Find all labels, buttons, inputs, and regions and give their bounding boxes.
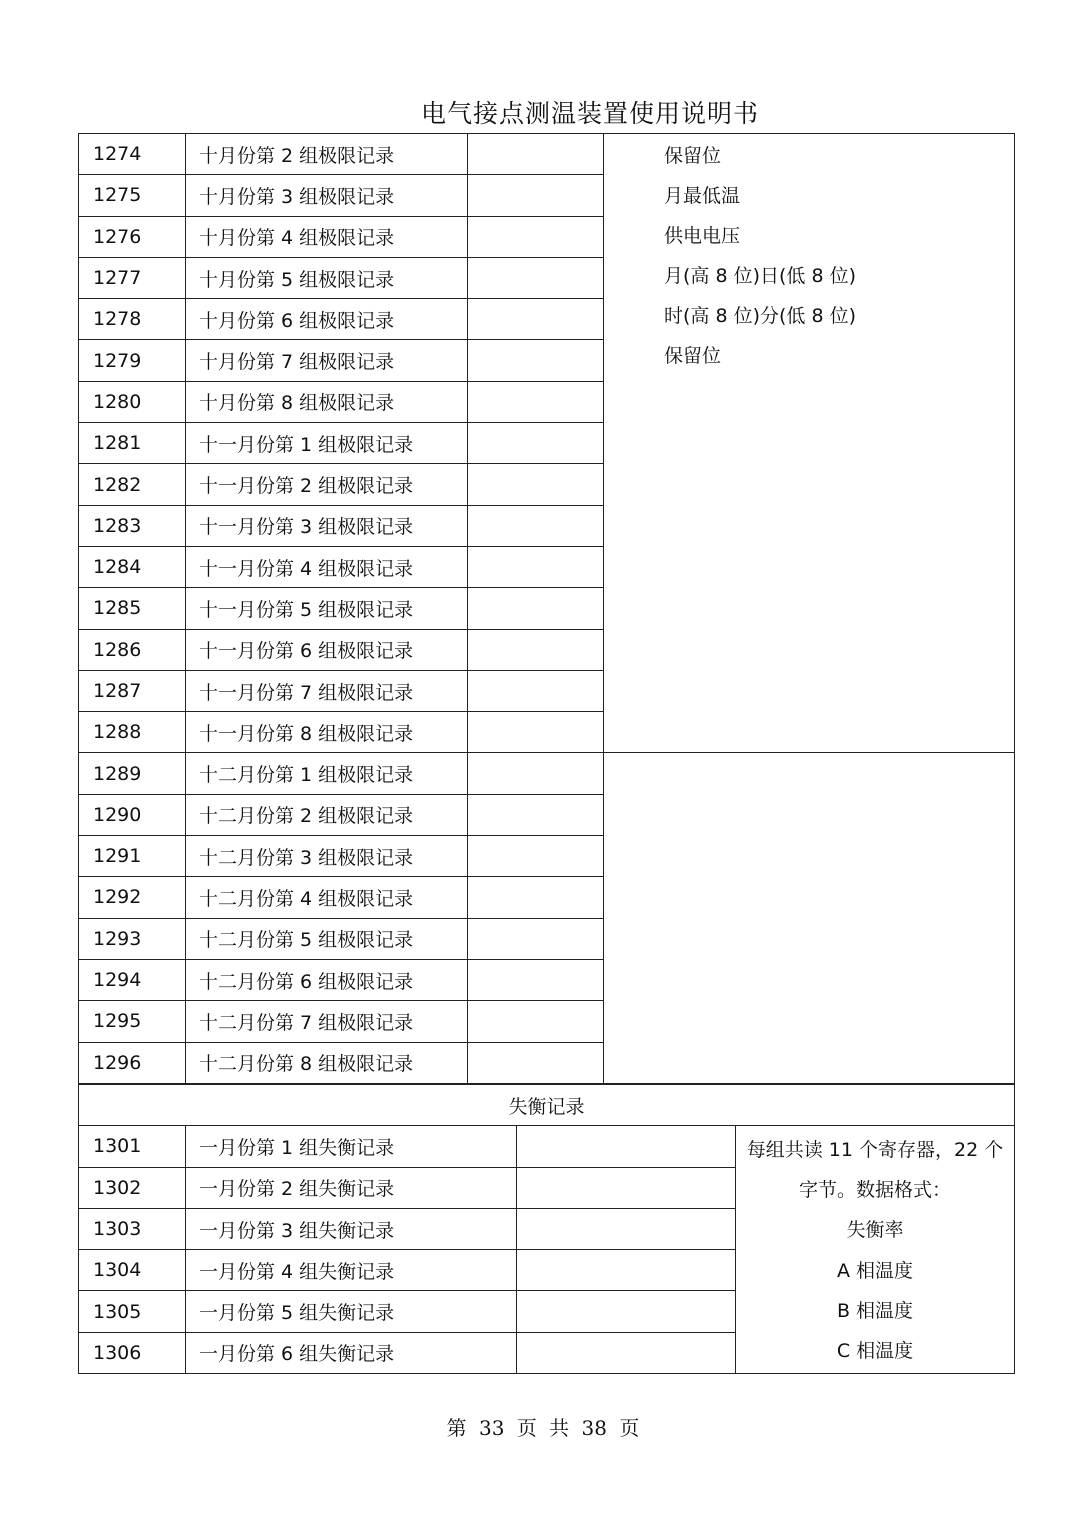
register-address: 1304	[79, 1250, 186, 1291]
empty-cell	[468, 959, 604, 1000]
register-name: 十月份第 7 组极限记录	[186, 340, 468, 381]
register-name: 一月份第 4 组失衡记录	[186, 1250, 517, 1291]
register-address: 1275	[79, 175, 186, 216]
empty-cell	[517, 1291, 736, 1332]
register-address: 1277	[79, 257, 186, 298]
section-title: 失衡记录	[79, 1085, 1015, 1126]
empty-cell	[468, 836, 604, 877]
empty-cell	[468, 712, 604, 753]
register-name: 十二月份第 8 组极限记录	[186, 1042, 468, 1083]
empty-cell	[468, 670, 604, 711]
empty-cell	[468, 340, 604, 381]
empty-cell	[468, 299, 604, 340]
register-address: 1294	[79, 959, 186, 1000]
register-address: 1278	[79, 299, 186, 340]
empty-cell	[517, 1208, 736, 1249]
register-name: 十月份第 2 组极限记录	[186, 134, 468, 175]
register-name: 一月份第 5 组失衡记录	[186, 1291, 517, 1332]
empty-cell	[468, 1001, 604, 1042]
empty-cell	[468, 629, 604, 670]
limit-record-table	[78, 133, 1015, 1084]
format-line: 字节。数据格式：	[799, 1179, 952, 1202]
empty-cell	[468, 546, 604, 587]
register-address: 1288	[79, 712, 186, 753]
register-name: 十二月份第 5 组极限记录	[186, 918, 468, 959]
format-line: 失衡率	[846, 1219, 904, 1242]
empty-cell	[517, 1332, 736, 1373]
register-name: 十一月份第 6 组极限记录	[186, 629, 468, 670]
imbalance-record-table	[78, 1084, 1015, 1374]
register-address: 1301	[79, 1126, 186, 1167]
register-address: 1281	[79, 423, 186, 464]
register-address: 1283	[79, 505, 186, 546]
register-name: 十一月份第 8 组极限记录	[186, 712, 468, 753]
format-line: C 相温度	[836, 1339, 914, 1362]
empty-cell	[468, 1042, 604, 1083]
register-address: 1287	[79, 670, 186, 711]
register-address: 1290	[79, 794, 186, 835]
format-line: A 相温度	[836, 1259, 914, 1282]
register-name: 十月份第 8 组极限记录	[186, 381, 468, 422]
document-title: 电气接点测温装置使用说明书	[420, 99, 759, 128]
empty-cell	[517, 1250, 736, 1291]
empty-cell	[468, 257, 604, 298]
register-name: 十月份第 4 组极限记录	[186, 216, 468, 257]
register-name: 十二月份第 3 组极限记录	[186, 836, 468, 877]
register-address: 1293	[79, 918, 186, 959]
register-address: 1296	[79, 1042, 186, 1083]
table-row	[79, 753, 1015, 794]
empty-cell	[468, 175, 604, 216]
register-name: 十月份第 6 组极限记录	[186, 299, 468, 340]
register-name: 十月份第 5 组极限记录	[186, 257, 468, 298]
register-address: 1303	[79, 1208, 186, 1249]
register-address: 1289	[79, 753, 186, 794]
empty-cell	[468, 794, 604, 835]
register-name: 十二月份第 4 组极限记录	[186, 877, 468, 918]
empty-cell	[468, 216, 604, 257]
empty-cell	[517, 1126, 736, 1167]
section-header-row	[79, 1085, 1015, 1126]
empty-cell	[468, 505, 604, 546]
register-name: 十一月份第 2 组极限记录	[186, 464, 468, 505]
format-line: 保留位	[664, 345, 722, 368]
register-address: 1292	[79, 877, 186, 918]
empty-cell	[517, 1167, 736, 1208]
register-name: 十一月份第 4 组极限记录	[186, 546, 468, 587]
register-address: 1302	[79, 1167, 186, 1208]
format-line: 月(高 8 位)日(低 8 位)	[664, 265, 856, 288]
register-name: 一月份第 3 组失衡记录	[186, 1208, 517, 1249]
register-address: 1291	[79, 836, 186, 877]
data-format-description	[604, 134, 1015, 753]
register-address: 1279	[79, 340, 186, 381]
empty-cell	[468, 753, 604, 794]
empty-description-cell	[604, 753, 1015, 1083]
register-name: 十二月份第 2 组极限记录	[186, 794, 468, 835]
format-line: B 相温度	[836, 1299, 914, 1322]
register-name: 十一月份第 5 组极限记录	[186, 588, 468, 629]
format-line: 时(高 8 位)分(低 8 位)	[664, 305, 856, 328]
register-name: 十二月份第 6 组极限记录	[186, 959, 468, 1000]
empty-cell	[468, 918, 604, 959]
register-name: 一月份第 2 组失衡记录	[186, 1167, 517, 1208]
empty-cell	[468, 588, 604, 629]
register-name: 十二月份第 7 组极限记录	[186, 1001, 468, 1042]
empty-cell	[468, 877, 604, 918]
register-name: 十一月份第 7 组极限记录	[186, 670, 468, 711]
empty-cell	[468, 423, 604, 464]
register-address: 1274	[79, 134, 186, 175]
register-name: 一月份第 1 组失衡记录	[186, 1126, 517, 1167]
register-address: 1286	[79, 629, 186, 670]
register-address: 1280	[79, 381, 186, 422]
register-address: 1276	[79, 216, 186, 257]
format-line: 保留位	[664, 145, 722, 167]
format-line: 供电电压	[664, 225, 741, 248]
register-address: 1305	[79, 1291, 186, 1332]
page-number: 第 33 页 共 38 页	[446, 1416, 640, 1440]
format-line: 每组共读 11 个寄存器，22 个	[746, 1139, 1004, 1162]
register-name: 十一月份第 3 组极限记录	[186, 505, 468, 546]
empty-cell	[468, 134, 604, 175]
register-name: 十二月份第 1 组极限记录	[186, 753, 468, 794]
register-name: 一月份第 6 组失衡记录	[186, 1332, 517, 1373]
table-row	[79, 134, 1015, 175]
register-address: 1285	[79, 588, 186, 629]
register-address: 1295	[79, 1001, 186, 1042]
register-address: 1306	[79, 1332, 186, 1373]
empty-cell	[468, 464, 604, 505]
format-line: 月最低温	[664, 185, 741, 208]
empty-cell	[468, 381, 604, 422]
imbalance-format-description	[736, 1126, 1015, 1374]
table-row	[79, 1126, 1015, 1167]
register-name: 十月份第 3 组极限记录	[186, 175, 468, 216]
register-name: 十一月份第 1 组极限记录	[186, 423, 468, 464]
register-address: 1284	[79, 546, 186, 587]
register-address: 1282	[79, 464, 186, 505]
